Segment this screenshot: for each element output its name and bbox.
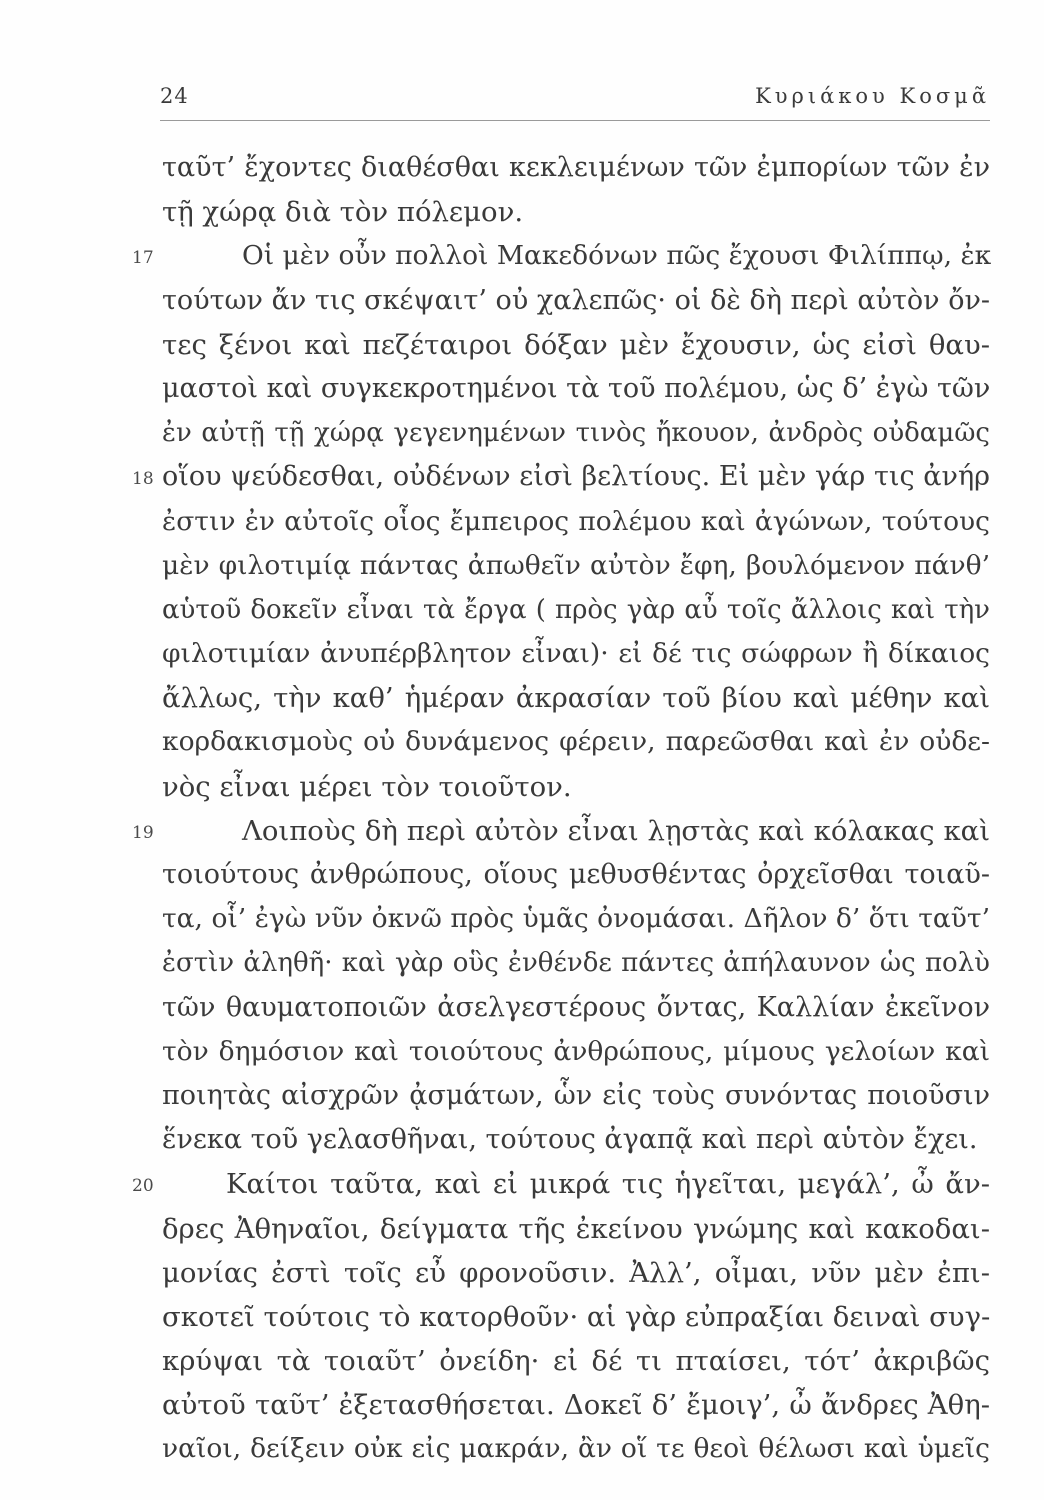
text-line bbox=[132, 234, 992, 278]
text-line bbox=[162, 544, 990, 588]
line-text: Οἱ μὲν οὖν πολλοὶ Μακεδόνων πῶς ἔχουσι Φιλίππῳ, ἐκ bbox=[242, 240, 992, 272]
line-text: τῶν θαυματοποιῶν ἀσελγεστέρους ὄντας, Καλλίαν ἐκεῖνον bbox=[162, 991, 990, 1023]
text-line bbox=[162, 1030, 990, 1074]
line-text: ταῦτ’ ἔχοντες διαθέσθαι κεκλειμένων τῶν ἐμπορίων τῶν ἐν bbox=[162, 152, 990, 183]
text-line bbox=[162, 853, 990, 897]
text-line bbox=[162, 367, 990, 411]
text-line bbox=[162, 986, 990, 1030]
line-text: τες ξένοι καὶ πεζέταιροι δόξαν μὲν ἔχουσιν, ὡς εἰσὶ θαυ- bbox=[162, 328, 990, 361]
line-text: δρες Ἀθηναῖοι, δείγματα τῆς ἐκείνου γνώμης καὶ κακοδαι- bbox=[162, 1212, 990, 1245]
text-line bbox=[162, 1118, 990, 1162]
text-line bbox=[162, 632, 990, 676]
line-text: τα, οἷ’ ἐγὼ νῦν ὀκνῶ πρὸς ὑμᾶς ὀνομάσαι. Δῆλον δ’ ὅτι ταῦτ’ bbox=[162, 903, 990, 935]
text-line bbox=[162, 146, 990, 190]
line-text: τὸν δημόσιον καὶ τοιούτους ἀνθρώπους, μίμους γελοίων καὶ bbox=[162, 1035, 990, 1067]
text-line bbox=[162, 897, 990, 941]
line-text: κρύψαι τὰ τοιαῦτ’ ὀνείδη· εἰ δέ τι πταίσει, τότ’ ἀκριβῶς bbox=[162, 1345, 990, 1378]
text-line bbox=[132, 809, 990, 853]
line-text: μονίας ἐστὶ τοῖς εὖ φρονοῦσιν. Ἀλλ’, οἶμαι, νῦν μὲν ἐπι- bbox=[162, 1256, 990, 1289]
line-text: ποιητὰς αἰσχρῶν ᾀσμάτων, ὧν εἰς τοὺς συνόντας ποιοῦσιν bbox=[162, 1079, 990, 1111]
running-title: Κυριάκου Κοσμᾶ bbox=[755, 84, 990, 108]
text-line bbox=[162, 1207, 990, 1251]
line-text: αὐτοῦ ταῦτ’ ἐξετασθήσεται. Δοκεῖ δ’ ἔμοιγ’, ὦ ἄνδρες Ἀθη- bbox=[162, 1389, 990, 1422]
line-text: κορδακισμοὺς οὐ δυνάμενος φέρειν, παρεῶσθαι καὶ ἐν οὐδε- bbox=[162, 726, 990, 758]
text-line bbox=[162, 190, 990, 234]
text-line bbox=[162, 1339, 990, 1383]
text-line bbox=[162, 676, 990, 720]
line-text: σκοτεῖ τούτοις τὸ κατορθοῦν· αἱ γὰρ εὐπραξίαι δειναὶ συγ- bbox=[162, 1300, 991, 1333]
text-line bbox=[162, 1295, 990, 1339]
text-line bbox=[162, 1383, 990, 1427]
line-text: ἐν αὐτῇ τῇ χώρᾳ γεγενημένων τινὸς ἤκουον, ἀνδρὸς οὐδαμῶς bbox=[162, 418, 990, 449]
line-text: οἵου ψεύδεσθαι, οὐδένων εἰσὶ βελτίους. Εἰ μὲν γάρ τις ἀνήρ bbox=[162, 461, 990, 493]
section-number: 19 bbox=[132, 822, 154, 843]
line-text: ἄλλως, τὴν καθ’ ἡμέραν ἀκρασίαν τοῦ βίου καὶ μέθην καὶ bbox=[162, 682, 990, 715]
text-line bbox=[162, 588, 990, 632]
line-text: ἐστὶν ἀληθῆ· καὶ γὰρ οὓς ἐνθένδε πάντες ἀπήλαυνον ὡς πολὺ bbox=[162, 948, 990, 979]
text-line bbox=[162, 500, 990, 544]
text-line bbox=[162, 765, 990, 809]
page-number: 24 bbox=[160, 84, 189, 108]
body-text bbox=[132, 146, 992, 1472]
text-line bbox=[132, 455, 990, 499]
line-text: ἐστιν ἐν αὐτοῖς οἷος ἔμπειρος πολέμου καὶ ἀγώνων, τούτους bbox=[162, 505, 990, 537]
text-line bbox=[162, 279, 990, 323]
section-number: 17 bbox=[132, 248, 154, 269]
line-text: Καίτοι ταῦτα, καὶ εἰ μικρά τις ἡγεῖται, μεγάλ’, ὦ ἄν- bbox=[226, 1168, 990, 1201]
line-text: μαστοὶ καὶ συγκεκροτημένοι τὰ τοῦ πολέμου, ὡς δ’ ἐγὼ τῶν bbox=[162, 372, 991, 404]
line-text: τῇ χώρᾳ διὰ τὸν πόλεμον. bbox=[162, 196, 524, 229]
line-text: νὸς εἶναι μέρει τὸν τοιοῦτον. bbox=[162, 770, 572, 803]
text-line bbox=[132, 1162, 990, 1206]
line-text: αὑτοῦ δοκεῖν εἶναι τὰ ἔργα ( πρὸς γὰρ αὖ τοῖς ἄλλοις καὶ τὴν bbox=[162, 594, 990, 625]
text-line bbox=[162, 411, 990, 455]
line-text: τοιούτους ἀνθρώπους, οἵους μεθυσθέντας ὀρχεῖσθαι τοιαῦ- bbox=[162, 859, 990, 890]
line-text: φιλοτιμίαν ἀνυπέρβλητον εἶναι)· εἰ δέ τις σώφρων ἢ δίκαιος bbox=[162, 638, 990, 670]
line-text: ναῖοι, δείξειν οὐκ εἰς μακράν, ἂν οἵ τε θεοὶ θέλωσι καὶ ὑμεῖς bbox=[162, 1433, 990, 1465]
section-number: 18 bbox=[132, 469, 154, 490]
text-line bbox=[162, 720, 990, 764]
line-text: ἕνεκα τοῦ γελασθῆναι, τούτους ἀγαπᾷ καὶ περὶ αὑτὸν ἔχει. bbox=[162, 1124, 978, 1156]
line-text: μὲν φιλοτιμίᾳ πάντας ἀπωθεῖν αὐτὸν ἔφη, βουλόμενον πάνθ’ bbox=[162, 549, 990, 581]
running-head bbox=[160, 80, 990, 121]
line-text: Λοιποὺς δὴ περὶ αὐτὸν εἶναι λῃστὰς καὶ κόλακας καὶ bbox=[242, 814, 990, 847]
section-number: 20 bbox=[132, 1176, 154, 1197]
line-text: τούτων ἄν τις σκέψαιτ’ οὐ χαλεπῶς· οἱ δὲ δὴ περὶ αὐτὸν ὄν- bbox=[162, 284, 990, 316]
text-line bbox=[162, 1251, 990, 1295]
text-line bbox=[162, 1427, 990, 1471]
text-line bbox=[162, 941, 990, 985]
text-line bbox=[162, 323, 990, 367]
text-line bbox=[162, 1074, 990, 1118]
